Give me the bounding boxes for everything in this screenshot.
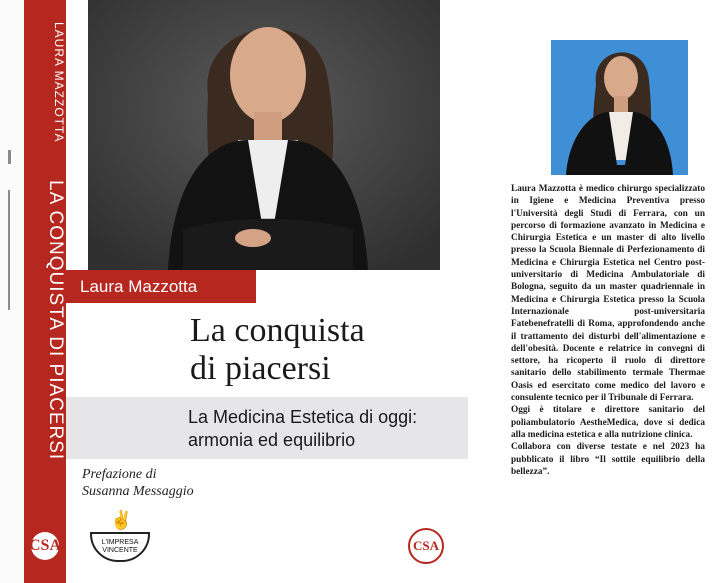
bio-paragraph: Oggi è titolare e direttore sanitario del poliambulatorio AestheMedica, dove si dedica alla medicina estetica e alla nutrizione clinica. — [511, 405, 705, 440]
text-fragment — [8, 150, 11, 164]
preface-author: Susanna Messaggio — [82, 484, 194, 499]
subtitle-line-2: armonia ed equilibrio — [188, 430, 356, 450]
preface-credit — [82, 466, 302, 500]
portrait-illustration — [88, 0, 440, 270]
author-biography — [511, 183, 705, 478]
front-publisher-logo: CSA — [408, 528, 444, 564]
title-line-2: di piacersi — [190, 350, 331, 387]
author-portrait — [88, 0, 440, 270]
book-title — [190, 312, 460, 388]
publisher-line-2: VINCENTE — [102, 547, 138, 554]
spine-publisher-logo: CSA — [31, 532, 59, 560]
spine-title: LA CONQUISTA DI PIACERSI — [45, 179, 66, 461]
publisher-name — [90, 532, 150, 562]
bio-paragraph: Collabora con diverse testate e nel 2023 ha pubblicato il libro “Il sottile equilibrio della bellezza”. — [511, 442, 705, 477]
spine-author: LAURA MAZZOTTA — [52, 21, 66, 143]
subtitle-line-1: La Medicina Estetica di oggi: — [188, 407, 418, 427]
publisher-logo — [86, 510, 150, 572]
text-fragment — [8, 190, 10, 310]
preface-label: Prefazione di — [82, 467, 157, 482]
back-author-photo — [551, 40, 688, 175]
back-photo-illustration — [551, 40, 688, 175]
cover-author-name: Laura Mazzotta — [66, 270, 256, 303]
book-subtitle — [188, 406, 468, 452]
victory-hand-icon: ✌ — [110, 510, 133, 530]
publisher-line-1: L'IMPRESA — [101, 539, 139, 546]
bio-paragraph: Laura Mazzotta è medico chirurgo specializzato in Igiene e Medicina Preventiva presso l'Università degli Studi di Ferrara, con un percorso di formazione avanzato in Medicina e Chirurgia Estetica e un master di alto livello presso la Scuola Biennale di Perfezionamento di Medicina e Chirurgia Estetica nel Centro post-universitario di Medicina Ambulatoriale di Bologna, seguito da un master quadriennale in Medicina e Chirurgia Estetica presso la Scuola Internazionale post-universitaria Fatebenefratelli di Roma, approfondendo anche il trattamento dei disturbi dell'alimentazione e dell'obesità. Docente e relatrice in convegni di settore, ha ricoperto il ruolo di direttore sanitario dello stabilimento termale Thermae Oasis ed esercitato come medico del lavoro e consulente tecnico per il Tribunale di Ferrara. — [511, 184, 705, 404]
left-page-edge — [0, 0, 24, 583]
title-line-1: La conquista — [190, 312, 365, 349]
